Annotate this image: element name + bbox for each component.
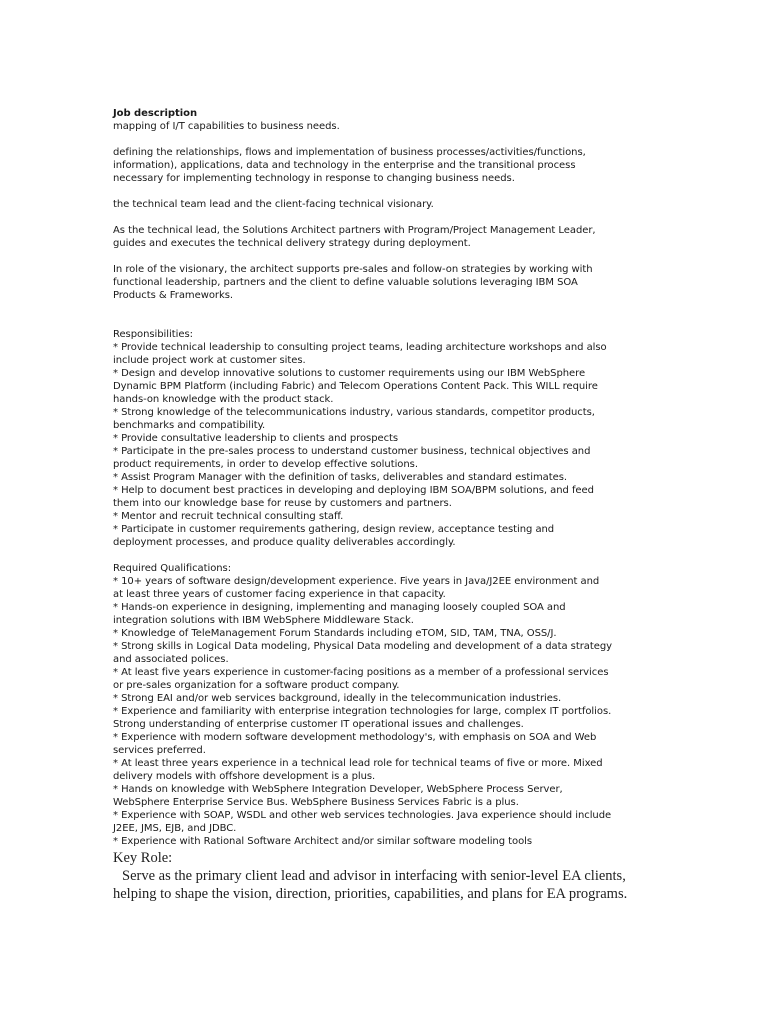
text-line: guides and executes the technical delivery strategy during deployment. xyxy=(113,238,471,249)
responsibilities-title: Responsibilities: xyxy=(113,329,193,340)
intro-paragraph-5 xyxy=(113,263,658,302)
list-item: * At least five years experience in customer-facing positions as a member of a professional services xyxy=(113,667,609,678)
text-line: Products & Frameworks. xyxy=(113,290,233,301)
document-page xyxy=(113,107,658,903)
list-item: include project work at customer sites. xyxy=(113,355,306,366)
key-role-title: Key Role: xyxy=(113,850,173,866)
text-line: In role of the visionary, the architect supports pre-sales and follow-on strategies by working with xyxy=(113,264,593,275)
list-item: and associated polices. xyxy=(113,654,229,665)
list-item: deployment processes, and produce quality deliverables accordingly. xyxy=(113,537,456,548)
text-line: As the technical lead, the Solutions Architect partners with Program/Project Management Leader, xyxy=(113,225,596,236)
list-item: integration solutions with IBM WebSphere Middleware Stack. xyxy=(113,615,414,626)
list-item: * At least three years experience in a technical lead role for technical teams of five or more. Mixed xyxy=(113,758,603,769)
list-item: Strong understanding of enterprise customer IT operational issues and challenges. xyxy=(113,719,524,730)
list-item: * Strong EAI and/or web services background, ideally in the telecommunication industries. xyxy=(113,693,562,704)
list-item: hands-on knowledge with the product stack. xyxy=(113,394,334,405)
intro-paragraph-1 xyxy=(113,120,658,133)
qualifications-title: Required Qualifications: xyxy=(113,563,232,574)
list-item: * Experience with modern software development methodology's, with emphasis on SOA and Web xyxy=(113,732,597,743)
qualifications-section xyxy=(113,562,658,848)
list-item: J2EE, JMS, EJB, and JDBC. xyxy=(113,823,237,834)
list-item: * Experience and familiarity with enterprise integration technologies for large, complex IT portfolios. xyxy=(113,706,612,717)
text-line: information), applications, data and technology in the enterprise and the transitional process xyxy=(113,160,576,171)
text-line: defining the relationships, flows and implementation of business processes/activities/functions, xyxy=(113,147,586,158)
list-item: product requirements, in order to develop effective solutions. xyxy=(113,459,418,470)
text-line: functional leadership, partners and the client to define valuable solutions leveraging IBM SOA xyxy=(113,277,578,288)
list-item: * Participate in the pre-sales process to understand customer business, technical objectives and xyxy=(113,446,591,457)
list-item: * Assist Program Manager with the definition of tasks, deliverables and standard estimates. xyxy=(113,472,567,483)
key-role-line: Serve as the primary client lead and advisor in interfacing with senior-level EA clients, xyxy=(122,868,626,884)
intro-paragraph-4 xyxy=(113,224,658,250)
key-role-section xyxy=(113,849,658,903)
list-item: * Provide technical leadership to consulting project teams, leading architecture workshops and also xyxy=(113,342,607,353)
key-role-line: helping to shape the vision, direction, priorities, capabilities, and plans for EA programs. xyxy=(113,886,628,902)
list-item: * Experience with SOAP, WSDL and other web services technologies. Java experience should include xyxy=(113,810,612,821)
text-line: necessary for implementing technology in response to changing business needs. xyxy=(113,173,515,184)
responsibilities-section xyxy=(113,328,658,549)
list-item: or pre-sales organization for a software product company. xyxy=(113,680,400,691)
list-item: * 10+ years of software design/development experience. Five years in Java/J2EE environment and xyxy=(113,576,600,587)
list-item: benchmarks and compatibility. xyxy=(113,420,266,431)
list-item: WebSphere Enterprise Service Bus. WebSphere Business Services Fabric is a plus. xyxy=(113,797,519,808)
list-item: * Strong knowledge of the telecommunications industry, various standards, competitor products, xyxy=(113,407,595,418)
text-line: mapping of I/T capabilities to business needs. xyxy=(113,121,340,132)
job-description-heading: Job description xyxy=(113,108,198,119)
intro-paragraph-2 xyxy=(113,146,658,185)
intro-paragraph-3 xyxy=(113,198,658,211)
list-item: * Mentor and recruit technical consulting staff. xyxy=(113,511,344,522)
list-item: * Help to document best practices in developing and deploying IBM SOA/BPM solutions, and feed xyxy=(113,485,594,496)
list-item: * Knowledge of TeleManagement Forum Standards including eTOM, SID, TAM, TNA, OSS/J. xyxy=(113,628,557,639)
list-item: * Design and develop innovative solutions to customer requirements using our IBM WebSphere xyxy=(113,368,586,379)
list-item: at least three years of customer facing experience in that capacity. xyxy=(113,589,446,600)
list-item: delivery models with offshore development is a plus. xyxy=(113,771,376,782)
list-item: * Provide consultative leadership to clients and prospects xyxy=(113,433,399,444)
job-description-section xyxy=(113,107,658,848)
list-item: * Strong skills in Logical Data modeling, Physical Data modeling and development of a data strategy xyxy=(113,641,612,652)
list-item: * Hands on knowledge with WebSphere Integration Developer, WebSphere Process Server, xyxy=(113,784,563,795)
list-item: services preferred. xyxy=(113,745,206,756)
list-item: Dynamic BPM Platform (including Fabric) and Telecom Operations Content Pack. This WILL require xyxy=(113,381,598,392)
text-line: the technical team lead and the client-facing technical visionary. xyxy=(113,199,434,210)
list-item: * Participate in customer requirements gathering, design review, acceptance testing and xyxy=(113,524,555,535)
list-item: them into our knowledge base for reuse by customers and partners. xyxy=(113,498,452,509)
list-item: * Hands-on experience in designing, implementing and managing loosely coupled SOA and xyxy=(113,602,566,613)
list-item: * Experience with Rational Software Architect and/or similar software modeling tools xyxy=(113,836,533,847)
